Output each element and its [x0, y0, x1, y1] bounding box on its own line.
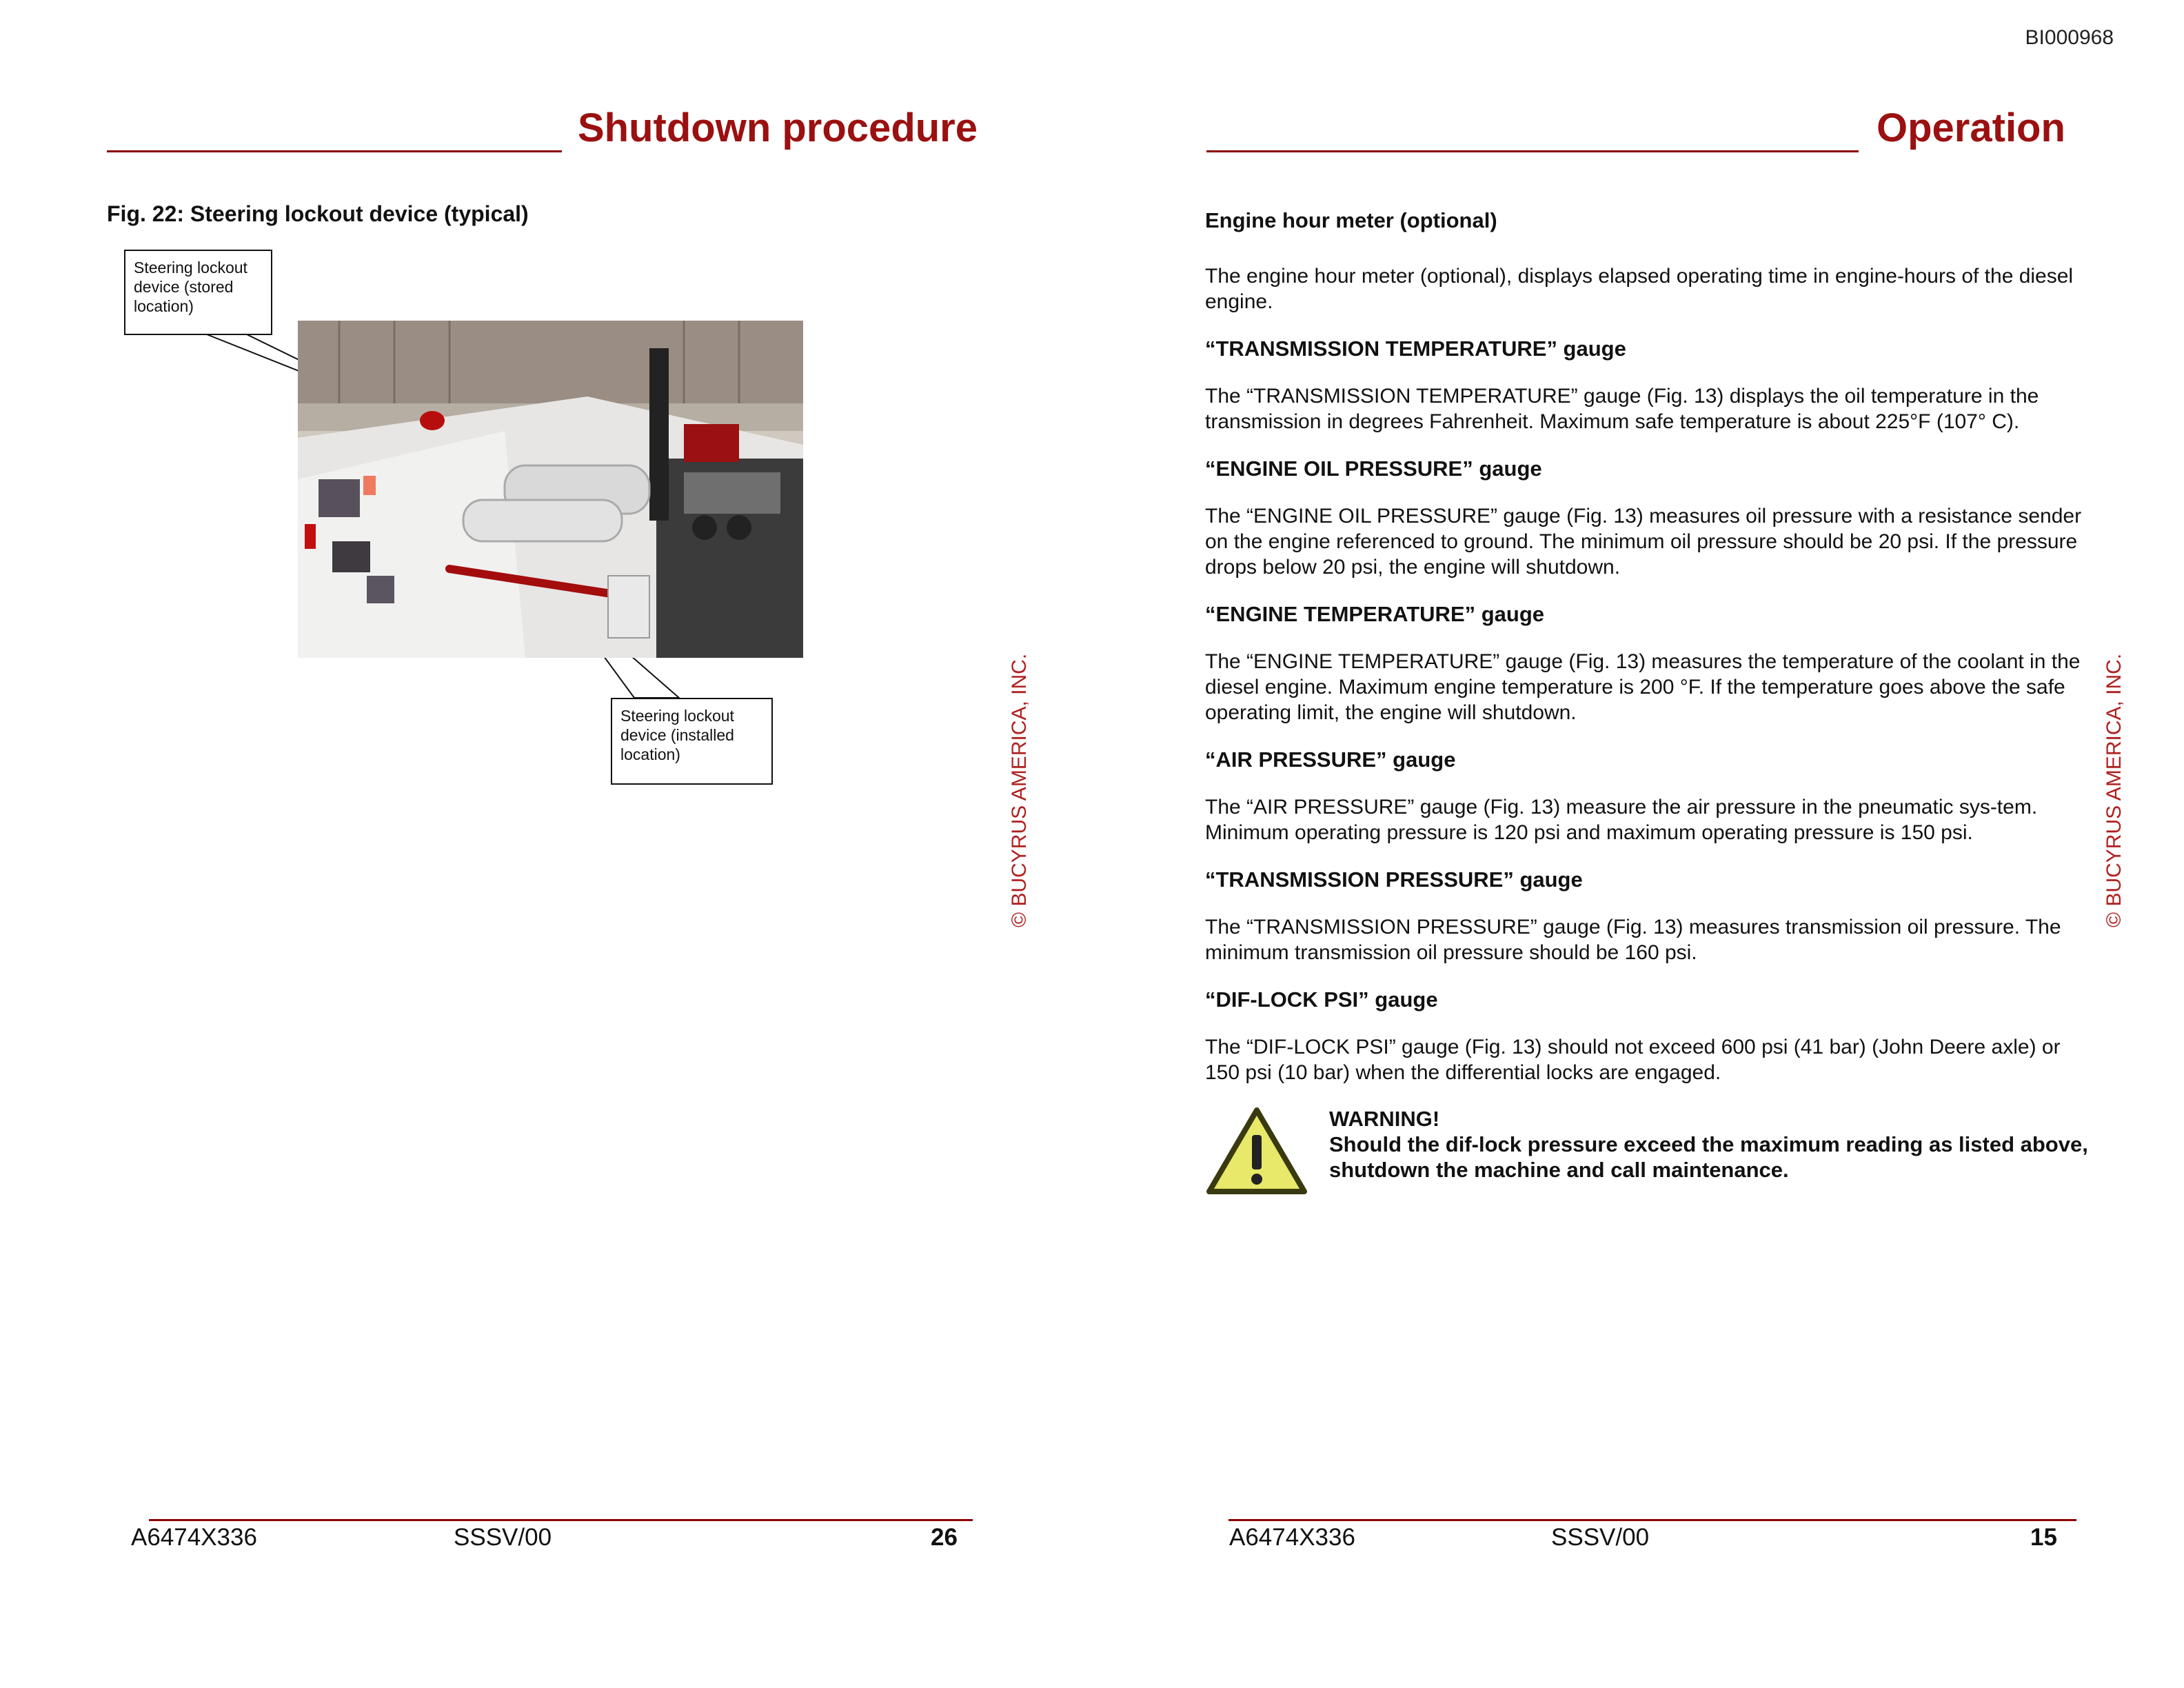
section-heading: “ENGINE TEMPERATURE” gauge — [1205, 602, 1545, 626]
right-page-title: Operation — [1877, 106, 2065, 150]
left-footer-page-number: 26 — [931, 1524, 958, 1551]
left-footer-rule — [149, 1519, 973, 1521]
section-heading: “TRANSMISSION TEMPERATURE” gauge — [1205, 336, 1626, 361]
section-body: The “AIR PRESSURE” gauge (Fig. 13) measure the air pressure in the pneumatic sys-tem. Minimum operating pressure is 120 psi and maximum operating pressure is 150 psi. — [1205, 796, 2038, 844]
right-footer-page-number: 15 — [2030, 1524, 2057, 1551]
section-heading: “ENGINE OIL PRESSURE” gauge — [1205, 456, 1542, 481]
warning-box — [1205, 1106, 2087, 1203]
section-body: The “DIF-LOCK PSI” gauge (Fig. 13) should not exceed 600 psi (41 bar) (John Deere axle) or 150 psi (10 bar) when the differential locks are engaged. — [1205, 1036, 2061, 1084]
section-transmission-temperature — [1205, 335, 2087, 434]
callout-installed-location: Steering lockout device (installed location) — [611, 698, 773, 785]
warning-triangle-icon — [1205, 1106, 1308, 1197]
section-heading: Engine hour meter (optional) — [1205, 208, 1497, 232]
section-air-pressure — [1205, 746, 2087, 845]
section-engine-hour-meter — [1205, 207, 2087, 314]
figure-caption: Fig. 22: Steering lockout device (typical) — [107, 201, 529, 226]
right-footer-version: SSSV/00 — [1551, 1524, 1650, 1551]
left-copyright: © BUCYRUS AMERICA, INC. — [1008, 653, 1031, 927]
left-footer-doc-id: A6474X336 — [131, 1524, 257, 1551]
right-title-rule — [1206, 150, 1859, 152]
warning-text-block — [1329, 1106, 2094, 1183]
section-engine-temperature — [1205, 601, 2087, 725]
warning-message: Should the dif-lock pressure exceed the maximum reading as listed above, shutdown the machine and call maintenance. — [1329, 1132, 2088, 1182]
section-body: The “TRANSMISSION PRESSURE” gauge (Fig. 13) measures transmission oil pressure. The minimum transmission oil pressure should be 160 psi. — [1205, 916, 2061, 964]
section-heading: “AIR PRESSURE” gauge — [1205, 747, 1456, 772]
right-footer-doc-id: A6474X336 — [1229, 1524, 1355, 1551]
left-page-title: Shutdown procedure — [578, 106, 978, 150]
section-engine-oil-pressure — [1205, 455, 2087, 580]
right-footer-rule — [1228, 1519, 2076, 1521]
right-copyright: © BUCYRUS AMERICA, INC. — [2103, 653, 2125, 927]
section-body: The “TRANSMISSION TEMPERATURE” gauge (Fig. 13) displays the oil temperature in the transmission in degrees Fahrenheit. Maximum safe temperature is about 225°F (107° C). — [1205, 385, 2039, 433]
bates-number: BI000968 — [2025, 26, 2114, 49]
section-heading: “TRANSMISSION PRESSURE” gauge — [1205, 867, 1583, 892]
callout-stored-location: Steering lockout device (stored location) — [124, 250, 272, 335]
warning-title: WARNING! — [1329, 1107, 1440, 1131]
left-footer-version: SSSV/00 — [454, 1524, 552, 1551]
section-dif-lock-psi — [1205, 986, 2087, 1085]
section-body: The “ENGINE OIL PRESSURE” gauge (Fig. 13) measures oil pressure with a resistance sender on the engine referenced to ground. The minimum oil pressure should be 20 psi. If the pressure drops below 20 psi, the engine will shutdown. — [1205, 505, 2082, 579]
steering-lockout-photo — [298, 321, 803, 658]
section-body: The engine hour meter (optional), displays elapsed operating time in engine-hours of the diesel engine. — [1205, 265, 2074, 313]
section-body: The “ENGINE TEMPERATURE” gauge (Fig. 13) measures the temperature of the coolant in the diesel engine. Maximum engine temperature is 200 °F. If the temperature goes above the safe operating limit, the engine will shutdown. — [1205, 650, 2081, 724]
section-transmission-pressure — [1205, 866, 2087, 965]
operation-content — [1205, 207, 2087, 1203]
section-heading: “DIF-LOCK PSI” gauge — [1205, 987, 1438, 1012]
